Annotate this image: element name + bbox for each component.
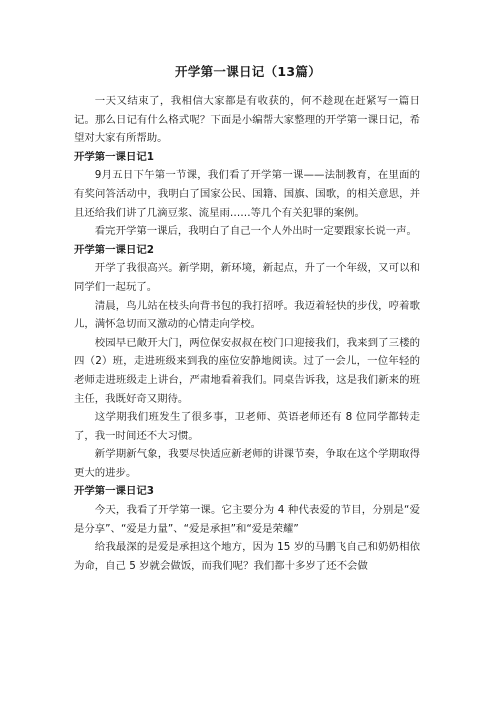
entry-heading: 开学第一课日记2 (74, 243, 154, 256)
entry-paragraph: 今天，我看了开学第一课。它主要分为 4 种代表爱的节目，分别是“爱是分享”、“爱是力量”、“爱是承担”和“爱是荣耀” (74, 504, 420, 535)
document-body (74, 92, 420, 575)
entry-heading: 开学第一课日记1 (74, 150, 154, 163)
entry-paragraph: 新学期新气象，我要尽快适应新老师的讲课节奏，争取在这个学期取得更大的进步。 (74, 448, 420, 479)
entry-paragraph: 清晨，鸟儿站在枝头向背书包的我打招呼。我迈着轻快的步伐，哼着歌儿，满怀急切而又激动的心情走向学校。 (74, 299, 420, 331)
intro-paragraph: 一天又结束了，我相信大家都是有收获的，何不趁现在赶紧写一篇日记。那么日记有什么格式呢？下面是小编帮大家整理的开学第一课日记，希望对大家有所帮助。 (74, 95, 420, 145)
entry-paragraph: 看完开学第一课后，我明白了自己一个人外出时一定要跟家长说一声。 (94, 225, 417, 238)
entry-paragraph: 开学了我很高兴。新学期，新环境，新起点，升了一个年级，又可以和同学们一起玩了。 (74, 262, 420, 293)
entry-paragraph: 这学期我们班发生了很多事，卫老师、英语老师还有 8 位同学都转走了，我一时间还不大习惯。 (74, 411, 420, 442)
entry-paragraph: 给我最深的是爱是承担这个地方，因为 15 岁的马鹏飞自己和奶奶相依为命，自己 5 岁就会做饭，而我们呢？我们都十多岁了还不会做 (74, 541, 420, 572)
entry-paragraph: 9月五日下午第一节课，我们看了开学第一课——法制教育，在里面的有奖问答活动中，我明白了国家公民、国籍、国旗、国歌，的相关意思，并且还给我们讲了几滴豆浆、流星雨……等几个有关犯罪的案例。 (74, 169, 420, 219)
entry-paragraph: 校园早已敞开大门，两位保安叔叔在校门口迎接我们，我来到了三楼的四（2）班，走进班级来到我的座位安静地阅读。过了一会儿，一位年轻的老师走进班级走上讲台，严肃地看着我们。同桌告诉我，这是我们新来的班主任，我既好奇又期待。 (74, 336, 420, 405)
entry-heading: 开学第一课日记3 (74, 485, 154, 498)
document-title: 开学第一课日记（13篇） (175, 64, 321, 79)
